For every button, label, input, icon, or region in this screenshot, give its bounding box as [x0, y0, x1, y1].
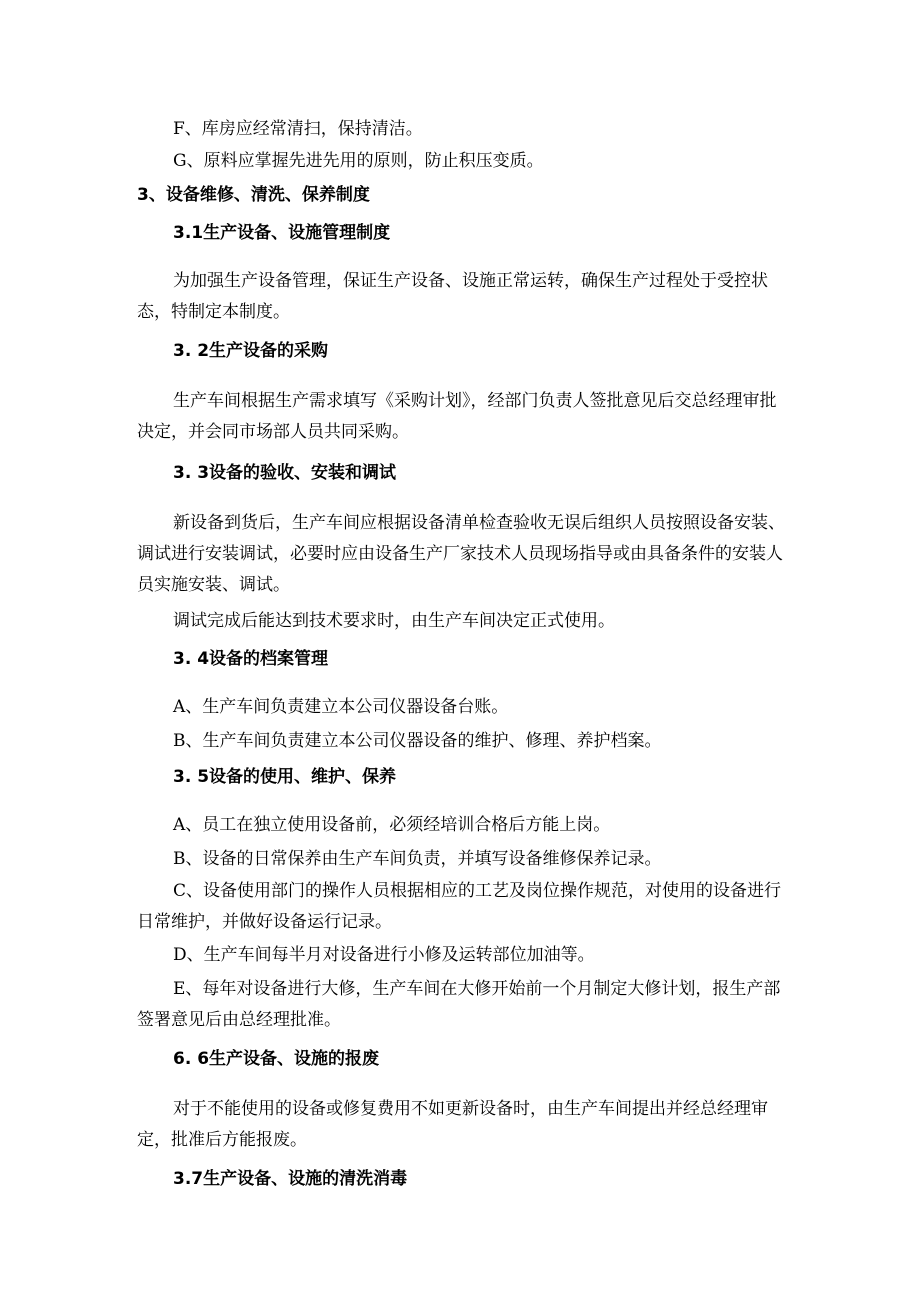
paragraph-f: F、库房应经常清扫，保持清洁。 — [173, 119, 423, 139]
paragraph-3-5-b: B、设备的日常保养由生产车间负责，并填写设备维修保养记录。 — [173, 849, 662, 869]
paragraph-3-5-d: D、生产车间每半月对设备进行小修及运转部位加油等。 — [173, 945, 595, 965]
paragraph-3-5-a: A、员工在独立使用设备前，必须经培训合格后方能上岗。 — [173, 815, 611, 835]
subheading-3-4: 3. 4设备的档案管理 — [173, 649, 329, 669]
paragraph-3-3-body: 新设备到货后，生产车间应根据设备清单检查验收无误后组织人员按照设备安装、调试进行安装调试，必要时应由设备生产厂家技术人员现场指导或由具备条件的安装人员实施安装、调试。 — [137, 513, 785, 595]
subheading-3-7: 3.7生产设备、设施的清洗消毒 — [173, 1169, 408, 1189]
paragraph-3-5-e: E、每年对设备进行大修，生产车间在大修开始前一个月制定大修计划，报生产部签署意见后由总经理批准。 — [137, 979, 781, 1030]
paragraph-3-6-body: 对于不能使用的设备或修复费用不如更新设备时，由生产车间提出并经总经理审定，批准后方能报废。 — [137, 1099, 768, 1150]
paragraph-g: G、原料应掌握先进先用的原则，防止积压变质。 — [173, 151, 544, 171]
paragraph-3-5-c: C、设备使用部门的操作人员根据相应的工艺及岗位操作规范，对使用的设备进行日常维护，并做好设备运行记录。 — [137, 881, 782, 932]
paragraph-3-3-note: 调试完成后能达到技术要求时，由生产车间决定正式使用。 — [173, 611, 615, 631]
paragraph-3-4-b: B、生产车间负责建立本公司仪器设备的维护、修理、养护档案。 — [173, 731, 662, 751]
subheading-3-5: 3. 5设备的使用、维护、保养 — [173, 767, 397, 787]
subheading-3-1: 3.1生产设备、设施管理制度 — [173, 223, 391, 243]
section-heading-3: 3、设备维修、清洗、保养制度 — [137, 185, 370, 205]
subheading-3-3: 3. 3设备的验收、安装和调试 — [173, 463, 397, 483]
paragraph-3-2-body: 生产车间根据生产需求填写《采购计划》，经部门负责人签批意见后交总经理审批决定，并会同市场部人员共同采购。 — [137, 391, 777, 442]
subheading-3-2: 3. 2生产设备的采购 — [173, 341, 329, 361]
subheading-3-6: 6. 6生产设备、设施的报废 — [173, 1049, 380, 1069]
paragraph-3-1-body: 为加强生产设备管理，保证生产设备、设施正常运转，确保生产过程处于受控状态，特制定本制度。 — [137, 271, 768, 322]
paragraph-3-4-a: A、生产车间负责建立本公司仪器设备台账。 — [173, 697, 509, 717]
